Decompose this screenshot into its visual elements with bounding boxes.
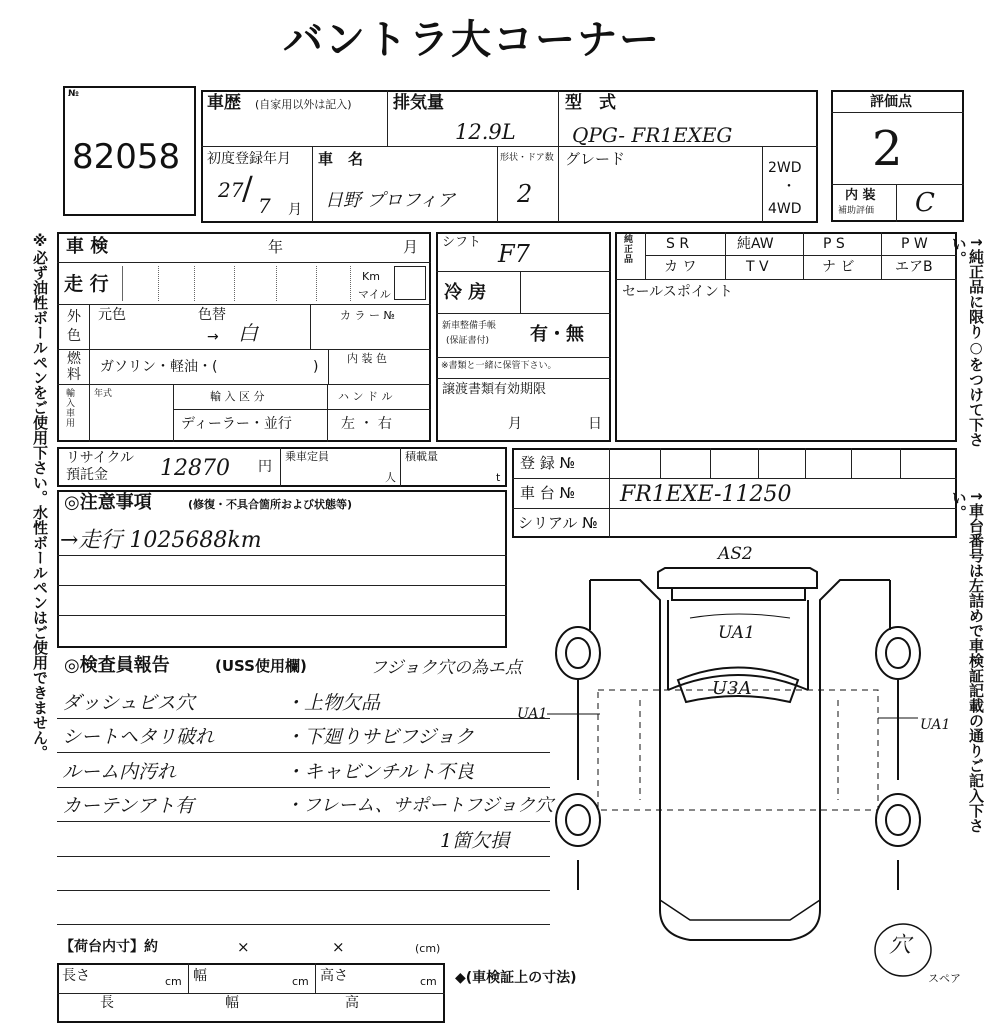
yen-unit: 円 <box>258 459 272 475</box>
score-label: 評価点 <box>870 94 912 110</box>
recycle-label-2: 預託金 <box>66 467 108 483</box>
damage-mark-ua1-right: UA1 <box>920 717 951 733</box>
exterior-label-2: 色 <box>67 328 81 344</box>
model-value: QPG- FR1EXEG <box>572 123 733 147</box>
fuel-options[interactable]: ガソリン・軽油・( <box>100 359 218 375</box>
inspector-item-right-2: ・下廻りサビフジョク <box>285 726 474 748</box>
cert-dims-label: ◆(車検証上の寸法) <box>455 970 577 986</box>
inspector-item-right-5: 1箇欠損 <box>440 830 510 852</box>
cargo-length-label: 長さ <box>62 968 90 984</box>
first-registration-month: 7 <box>258 194 271 218</box>
inspector-item-right-1: ・上物欠品 <box>285 692 381 714</box>
service-book-options[interactable]: 有・無 <box>530 324 584 345</box>
chassis-number-value: FR1EXE-11250 <box>620 482 792 507</box>
page-title: バントラ大コーナー <box>283 17 661 63</box>
first-registration-label: 初度登録年月 <box>207 151 291 167</box>
import-class-options[interactable]: ディーラー・並行 <box>181 416 292 432</box>
option-pw[interactable]: P W <box>901 236 928 252</box>
exterior-label-1: 外 <box>67 309 81 325</box>
original-color-label: 元色 <box>98 307 126 323</box>
recycle-value: 12870 <box>160 456 230 481</box>
inspection-year-unit: 年 <box>268 238 284 256</box>
option-ps[interactable]: P S <box>823 236 845 252</box>
shape-doors-value: 2 <box>517 180 533 208</box>
registration-slash: / <box>242 169 253 207</box>
option-genuine-aw[interactable]: 純AW <box>737 236 774 252</box>
ac-label: 冷 房 <box>444 282 487 303</box>
inspection-label: 車 検 <box>66 236 109 257</box>
displacement-value: 12.9L <box>455 120 516 144</box>
service-book-note: ※書類と一緒に保管下さい。 <box>441 361 557 371</box>
fuel-label-1: 燃 <box>67 351 81 367</box>
cargo-unit: (cm) <box>415 942 441 955</box>
car-name-value: 日野 プロフィア <box>325 190 456 211</box>
interior-label: 内 装 <box>845 188 876 203</box>
recycle-label-1: リサイクル <box>66 450 135 466</box>
damage-mark-ua1-left: UA1 <box>517 706 548 722</box>
cargo-width-unit: cm <box>292 975 309 988</box>
import-label: 輸入車用 <box>66 389 76 429</box>
shift-label: シフト <box>442 235 482 250</box>
color-arrow: → <box>207 329 219 345</box>
cargo-times-1: × <box>237 938 250 956</box>
inspector-item-left-4: カーテンアト有 <box>62 795 195 817</box>
model-year-label: 年式 <box>94 389 113 399</box>
serial-number-label: シリアル № <box>518 514 598 532</box>
inspector-subtitle: (USS使用欄) <box>215 657 307 675</box>
inspector-item-left-1: ダッシュビス穴 <box>62 692 195 714</box>
lot-label: № <box>68 89 79 99</box>
cargo-times-2: × <box>332 938 345 956</box>
cert-label-length: 長 <box>100 995 114 1011</box>
option-navi[interactable]: ナ ビ <box>822 259 855 275</box>
fuel-label-2: 料 <box>67 367 81 383</box>
car-name-label: 車 名 <box>318 150 364 168</box>
history-label: 車歴 <box>207 93 241 113</box>
cargo-length-unit: cm <box>165 975 182 988</box>
month-suffix: 月 <box>288 202 302 218</box>
option-leather[interactable]: カ ワ <box>664 259 697 275</box>
transfer-label: 譲渡書類有効期限 <box>442 382 547 397</box>
interior-color-label: 内 装 色 <box>347 352 387 365</box>
inspector-item-left-3: ルーム内汚れ <box>62 761 177 783</box>
color-number-label: カ ラ ー № <box>340 309 395 322</box>
transfer-month-unit: 月 <box>508 416 522 432</box>
cargo-height-label: 高さ <box>320 968 348 984</box>
shape-doors-label: 形状・ドア数 <box>500 153 554 163</box>
inspector-header-note: フジョク穴の為エ点 <box>370 658 522 678</box>
cert-label-height: 高 <box>345 995 359 1011</box>
drive-separator: ・ <box>782 179 796 195</box>
color-change-label: 色替 <box>198 307 226 323</box>
model-label: 型 式 <box>565 93 616 113</box>
damage-mark-as2: AS2 <box>718 544 753 564</box>
first-registration-year: 27 <box>218 178 244 202</box>
interior-sub-label: 補助評価 <box>838 206 875 216</box>
option-sr[interactable]: S R <box>666 236 690 252</box>
reg-number-label: 登 録 № <box>520 454 576 472</box>
capacity-label: 乗車定員 <box>285 450 329 463</box>
left-side-note: ※必ず油性ボールペンをご使用下さい。水性ボールペンはご使用できません。 <box>31 232 49 760</box>
cargo-height-unit: cm <box>420 975 437 988</box>
inspector-item-left-2: シートヘタリ破れ <box>62 726 215 748</box>
damage-mark-windshield: U3A <box>712 678 752 699</box>
cert-label-width: 幅 <box>225 995 239 1011</box>
notes-line-1: →走行 1025688km <box>60 528 262 553</box>
notes-block <box>57 490 507 648</box>
service-book-label-1: 新車整備手帳 <box>442 321 497 331</box>
displacement-label: 排気量 <box>393 93 444 113</box>
notes-subtitle: (修復・不具合箇所および状態等) <box>188 498 353 511</box>
right-side-note-bottom: ↑車台番号は左詰めで車検証記載の通りご記入下さい。 <box>949 490 985 833</box>
transfer-day-unit: 日 <box>588 416 602 432</box>
mile-label: マイル <box>358 288 391 301</box>
interior-value: C <box>915 188 935 218</box>
lot-number: 82058 <box>72 137 181 177</box>
right-side-note-top: ↑純正品に限り○をつけて下さい。 <box>949 236 985 447</box>
handle-options[interactable]: 左 ・ 右 <box>341 416 392 432</box>
notes-title: ◎注意事項 <box>64 492 152 513</box>
option-airbag[interactable]: エアB <box>895 259 933 275</box>
spare-symbol: 穴 <box>889 933 912 958</box>
shift-value: F7 <box>498 240 530 268</box>
import-class-label: 輸 入 区 分 <box>210 390 265 403</box>
mileage-label: 走 行 <box>64 273 109 295</box>
cargo-width-label: 幅 <box>193 968 207 984</box>
grade-label: グレード <box>565 150 626 168</box>
sales-point-label: セールスポイント <box>622 284 733 300</box>
cargo-title: 【荷台内寸】約 <box>60 939 158 955</box>
inspector-title: ◎検査員報告 <box>64 655 170 676</box>
genuine-label: 純正品 <box>624 235 634 265</box>
inspector-item-right-3: ・キャビンチルト不良 <box>285 761 475 783</box>
drive-2wd-label[interactable]: 2WD <box>768 160 802 176</box>
inspector-item-right-4: ・フレーム、サポートフジョク穴 <box>285 795 554 816</box>
damage-mark-ua1-roof: UA1 <box>718 623 755 643</box>
drive-4wd-label[interactable]: 4WD <box>768 201 802 217</box>
inspection-month-unit: 月 <box>403 238 419 256</box>
load-label: 積載量 <box>405 450 438 463</box>
chassis-number-label: 車 台 № <box>520 484 576 502</box>
fuel-close: ) <box>313 359 319 375</box>
km-label: Km <box>362 270 380 283</box>
ton-unit: t <box>496 471 501 484</box>
history-note: (自家用以外は記入) <box>255 98 352 111</box>
score-value: 2 <box>872 121 903 177</box>
person-unit: 人 <box>385 471 396 484</box>
spare-label: スペア <box>928 972 961 985</box>
handle-label: ハ ン ド ル <box>338 390 393 403</box>
service-book-label-2: (保証書付) <box>446 336 490 346</box>
color-value: 白 <box>238 321 258 345</box>
option-tv[interactable]: T V <box>746 259 769 275</box>
